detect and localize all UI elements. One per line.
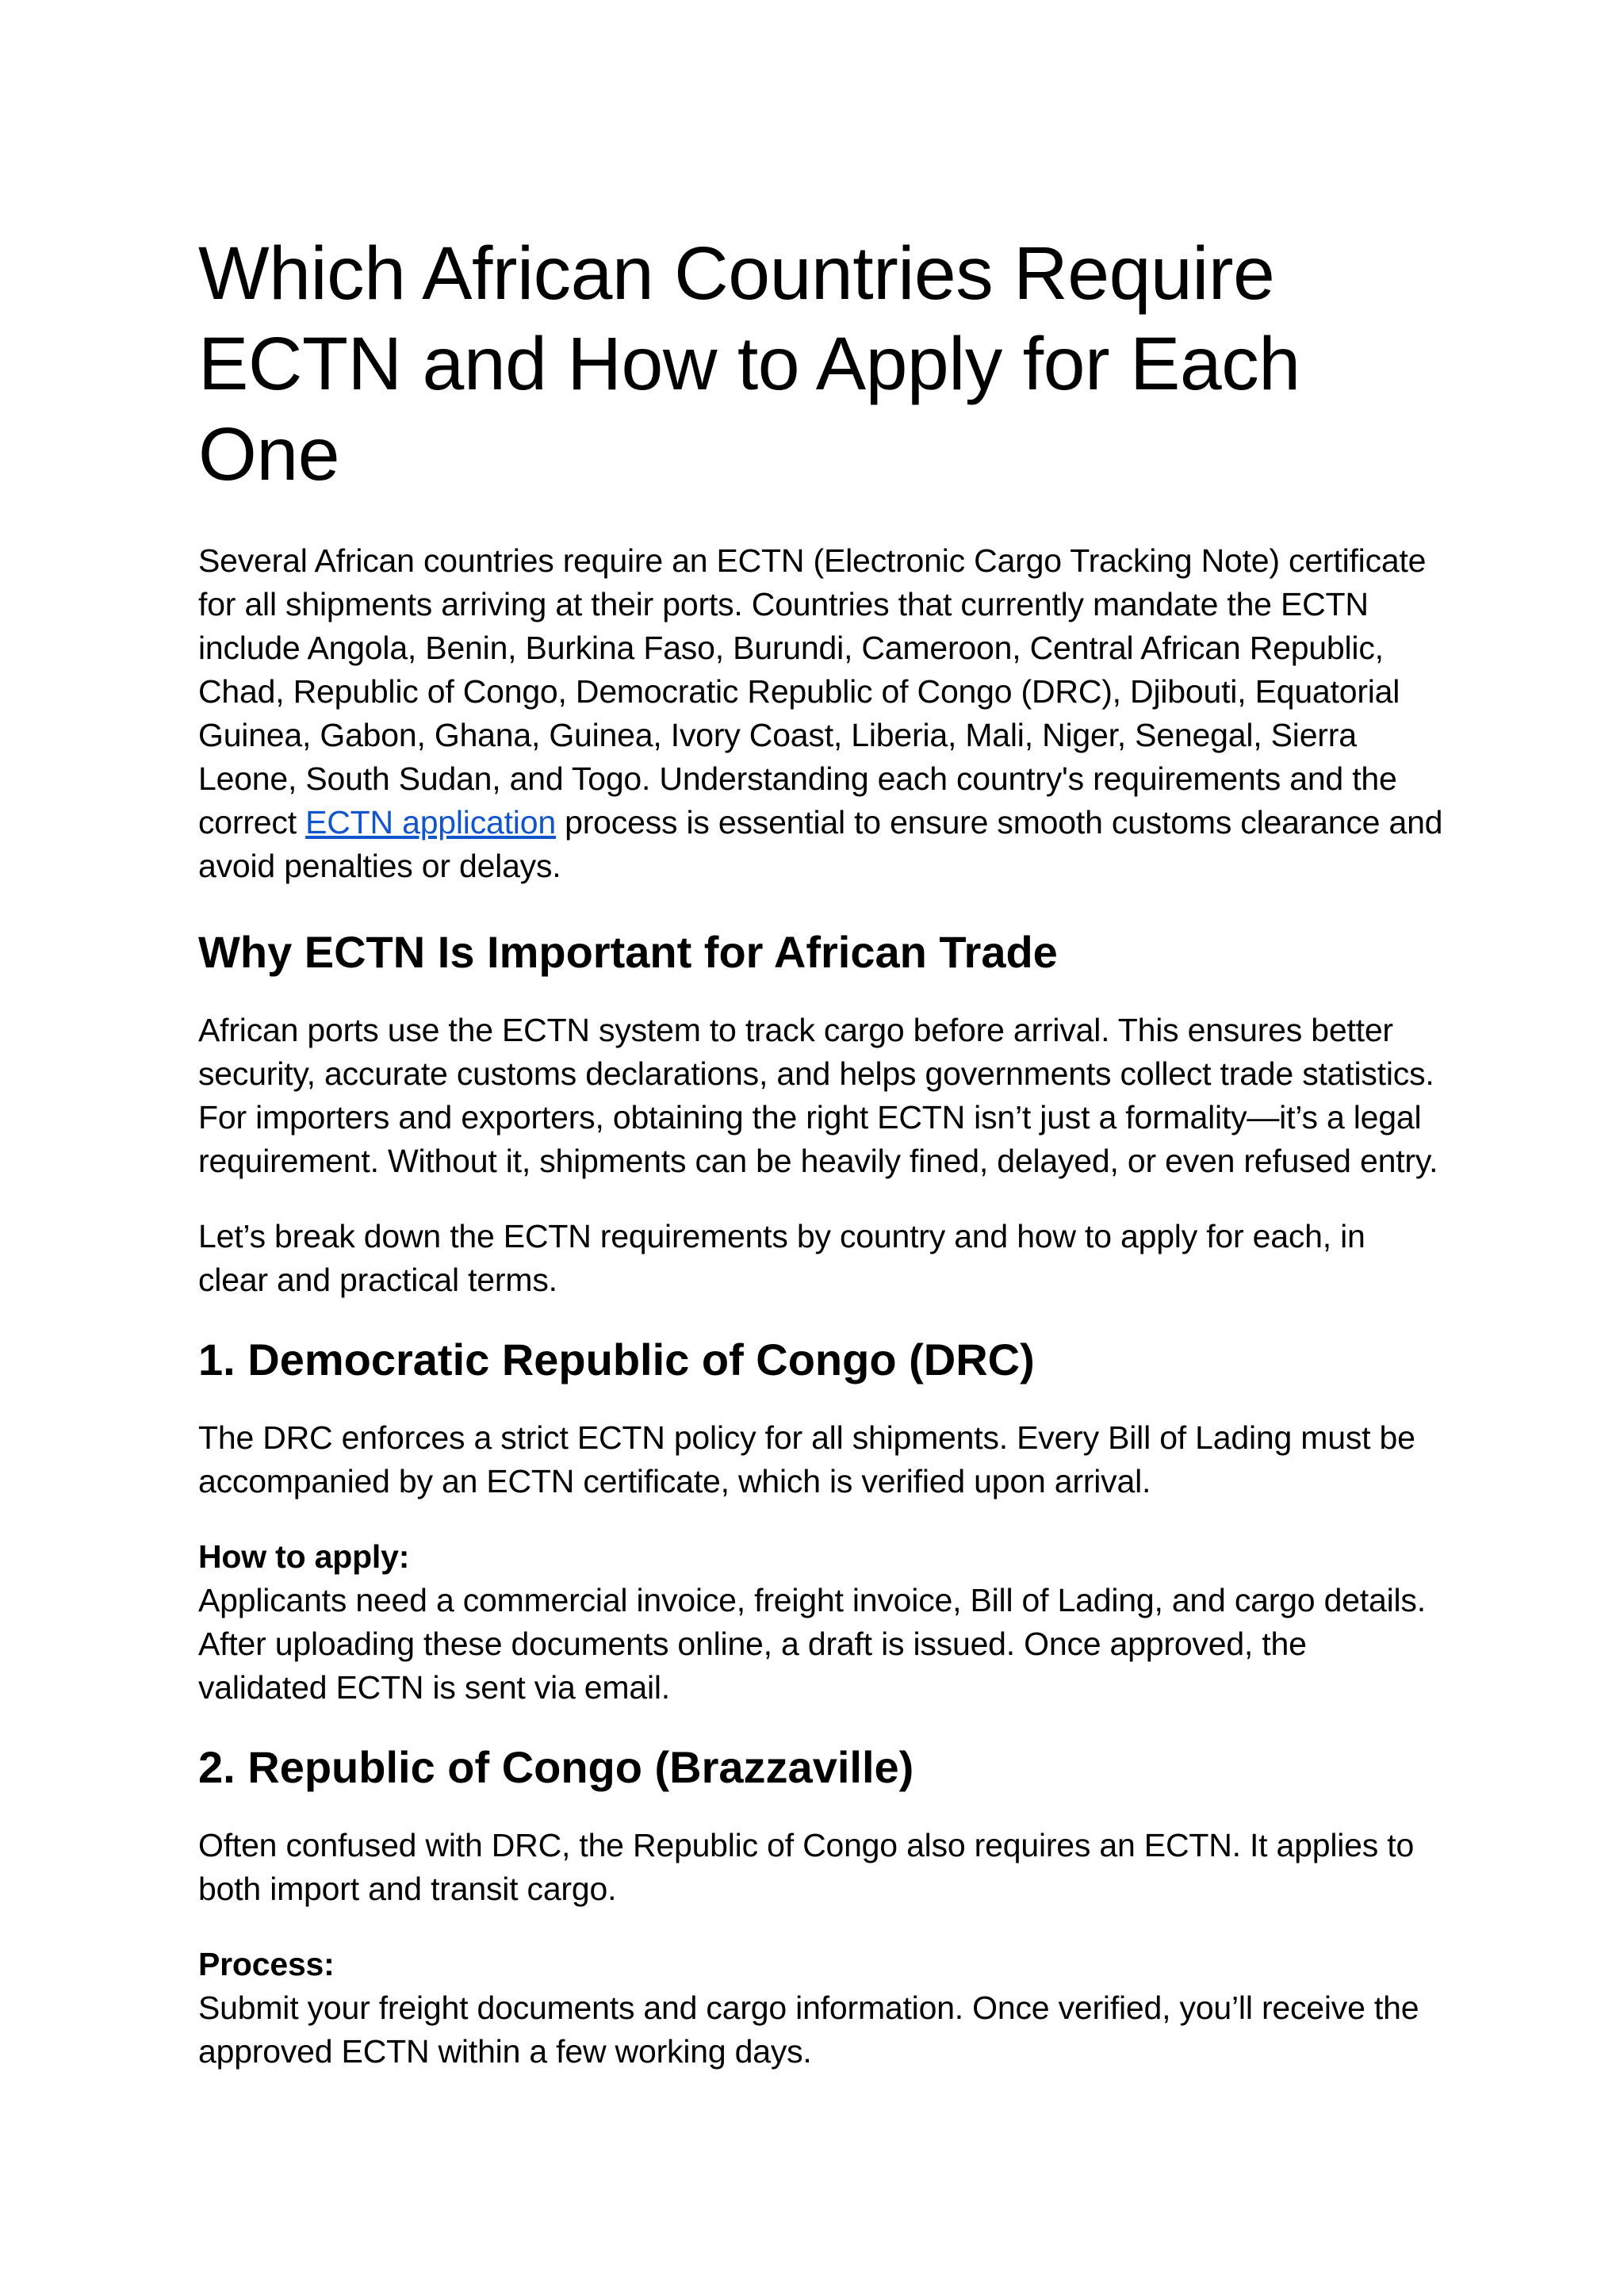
drc-how-to-apply	[198, 1535, 1443, 1710]
congo-process-detail: Submit your freight documents and cargo information. Once verified, you’ll receive the approved ECTN within a few working days.	[198, 1990, 1419, 2070]
congo-process	[198, 1943, 1443, 2074]
intro-text-after-link: process is essential to ensure smooth customs clearance and avoid penalties or delays.	[198, 804, 1443, 884]
page-title: Which African Countries Require ECTN and How to Apply for Each One	[198, 232, 1300, 496]
drc-paragraph: The DRC enforces a strict ECTN policy for all shipments. Every Bill of Lading must be accompanied by an ECTN certificate, which is verified upon arrival.	[198, 1419, 1415, 1499]
intro-paragraph	[198, 539, 1443, 888]
congo-paragraph: Often confused with DRC, the Republic of Congo also requires an ECTN. It applies to both import and transit cargo.	[198, 1827, 1415, 1907]
why-ectn-paragraph-2: Let’s break down the ECTN requirements by country and how to apply for each, in clear and practical terms.	[198, 1218, 1365, 1298]
why-ectn-paragraph-1: African ports use the ECTN system to track cargo before arrival. This ensures better security, accurate customs declarations, and helps governments collect trade statistics. For importers and exporters, obtaining the right ECTN isn’t just a formality—it’s a legal requirement. Without it, shipments can be heavily fined, delayed, or even refused entry.	[198, 1012, 1438, 1179]
section-heading-why-ectn: Why ECTN Is Important for African Trade	[198, 927, 1058, 977]
section-heading-drc: 1. Democratic Republic of Congo (DRC)	[198, 1335, 1035, 1384]
congo-process-label: Process:	[198, 1946, 335, 1982]
drc-how-to-apply-label: How to apply:	[198, 1538, 410, 1575]
ectn-application-link[interactable]: ECTN application	[305, 804, 556, 841]
section-heading-congo: 2. Republic of Congo (Brazzaville)	[198, 1742, 914, 1792]
intro-text-before-link: Several African countries require an ECTN (Electronic Cargo Tracking Note) certificate for all shipments arriving at their ports. Countries that currently mandate the ECTN include Angola, Benin, Burkina Faso, Burundi, Cameroon, Central African Republic, Chad, Republic of Congo, Democratic Republic of Congo (DRC), Djibouti, Equatorial Guinea, Gabon, Ghana, Guinea, Ivory Coast, Liberia, Mali, Niger, Senegal, Sierra Leone, South Sudan, and Togo. Understanding each country's requirements and the correct	[198, 542, 1427, 841]
drc-how-to-apply-detail: Applicants need a commercial invoice, freight invoice, Bill of Lading, and cargo details. After uploading these documents online, a draft is issued. Once approved, the validated ECTN is sent via email.	[198, 1582, 1426, 1706]
document-page	[198, 228, 1443, 2105]
